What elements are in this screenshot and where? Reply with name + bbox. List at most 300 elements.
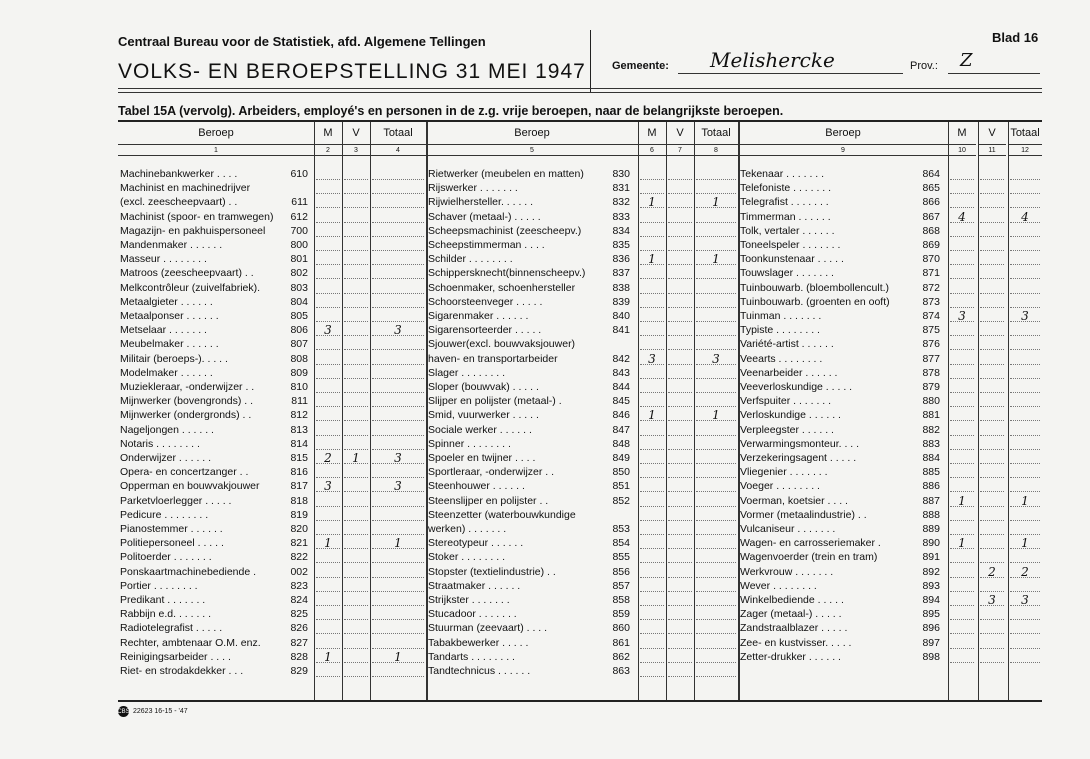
- female-count-cell[interactable]: [978, 310, 1006, 323]
- female-count-cell[interactable]: [342, 196, 370, 209]
- male-count-cell[interactable]: [314, 267, 342, 280]
- male-count-cell[interactable]: [638, 168, 666, 181]
- male-count-cell[interactable]: [314, 580, 342, 593]
- female-count-cell[interactable]: [666, 267, 694, 280]
- total-count-cell[interactable]: [1008, 182, 1042, 195]
- female-count-cell[interactable]: [666, 367, 694, 380]
- total-count-cell[interactable]: [694, 622, 738, 635]
- male-count-cell[interactable]: [948, 267, 976, 280]
- female-count-cell[interactable]: [666, 381, 694, 394]
- female-count-cell[interactable]: [342, 282, 370, 295]
- total-count-cell[interactable]: [1008, 651, 1042, 664]
- female-count-cell[interactable]: [978, 438, 1006, 451]
- male-count-cell[interactable]: [314, 438, 342, 451]
- total-count-cell[interactable]: [1008, 622, 1042, 635]
- male-count-cell[interactable]: [948, 580, 976, 593]
- total-count-cell[interactable]: [694, 182, 738, 195]
- male-count-cell[interactable]: 1: [638, 253, 666, 266]
- female-count-cell[interactable]: [978, 381, 1006, 394]
- male-count-cell[interactable]: 1: [638, 409, 666, 422]
- female-count-cell[interactable]: [978, 480, 1006, 493]
- male-count-cell[interactable]: [638, 551, 666, 564]
- male-count-cell[interactable]: 3: [638, 353, 666, 366]
- total-count-cell[interactable]: [370, 594, 426, 607]
- total-count-cell[interactable]: [1008, 608, 1042, 621]
- male-count-cell[interactable]: [638, 424, 666, 437]
- female-count-cell[interactable]: [342, 509, 370, 522]
- female-count-cell[interactable]: [342, 551, 370, 564]
- male-count-cell[interactable]: [638, 367, 666, 380]
- male-count-cell[interactable]: [948, 466, 976, 479]
- female-count-cell[interactable]: [978, 637, 1006, 650]
- female-count-cell[interactable]: [978, 182, 1006, 195]
- male-count-cell[interactable]: [314, 551, 342, 564]
- male-count-cell[interactable]: [314, 282, 342, 295]
- total-count-cell[interactable]: [1008, 551, 1042, 564]
- total-count-cell[interactable]: [370, 211, 426, 224]
- male-count-cell[interactable]: [948, 353, 976, 366]
- total-count-cell[interactable]: [694, 509, 738, 522]
- total-count-cell[interactable]: [1008, 168, 1042, 181]
- total-count-cell[interactable]: [370, 267, 426, 280]
- female-count-cell[interactable]: [342, 523, 370, 536]
- female-count-cell[interactable]: [666, 225, 694, 238]
- male-count-cell[interactable]: [314, 608, 342, 621]
- female-count-cell[interactable]: [666, 566, 694, 579]
- total-count-cell[interactable]: [370, 622, 426, 635]
- male-count-cell[interactable]: [948, 452, 976, 465]
- total-count-cell[interactable]: [370, 409, 426, 422]
- male-count-cell[interactable]: [948, 409, 976, 422]
- total-count-cell[interactable]: 3: [1008, 310, 1042, 323]
- total-count-cell[interactable]: [1008, 580, 1042, 593]
- male-count-cell[interactable]: [948, 296, 976, 309]
- male-count-cell[interactable]: [314, 409, 342, 422]
- male-count-cell[interactable]: [948, 381, 976, 394]
- male-count-cell[interactable]: [314, 665, 342, 678]
- total-count-cell[interactable]: [370, 495, 426, 508]
- female-count-cell[interactable]: [342, 608, 370, 621]
- total-count-cell[interactable]: [694, 551, 738, 564]
- female-count-cell[interactable]: [666, 211, 694, 224]
- total-count-cell[interactable]: [370, 637, 426, 650]
- female-count-cell[interactable]: [666, 424, 694, 437]
- male-count-cell[interactable]: [948, 594, 976, 607]
- total-count-cell[interactable]: [370, 367, 426, 380]
- female-count-cell[interactable]: [978, 466, 1006, 479]
- female-count-cell[interactable]: [666, 338, 694, 351]
- female-count-cell[interactable]: [342, 168, 370, 181]
- total-count-cell[interactable]: [1008, 438, 1042, 451]
- female-count-cell[interactable]: [666, 409, 694, 422]
- male-count-cell[interactable]: [314, 196, 342, 209]
- male-count-cell[interactable]: [638, 608, 666, 621]
- gemeente-field[interactable]: Melishercke: [710, 48, 835, 72]
- female-count-cell[interactable]: [978, 367, 1006, 380]
- male-count-cell[interactable]: [638, 395, 666, 408]
- female-count-cell[interactable]: [978, 424, 1006, 437]
- female-count-cell[interactable]: [666, 353, 694, 366]
- total-count-cell[interactable]: 2: [1008, 566, 1042, 579]
- female-count-cell[interactable]: [978, 409, 1006, 422]
- female-count-cell[interactable]: [666, 168, 694, 181]
- total-count-cell[interactable]: 3: [1008, 594, 1042, 607]
- male-count-cell[interactable]: [314, 310, 342, 323]
- male-count-cell[interactable]: [314, 637, 342, 650]
- total-count-cell[interactable]: [694, 395, 738, 408]
- female-count-cell[interactable]: [978, 353, 1006, 366]
- total-count-cell[interactable]: [694, 594, 738, 607]
- male-count-cell[interactable]: [314, 509, 342, 522]
- total-count-cell[interactable]: 1: [694, 253, 738, 266]
- total-count-cell[interactable]: 3: [370, 480, 426, 493]
- female-count-cell[interactable]: [666, 452, 694, 465]
- female-count-cell[interactable]: [666, 509, 694, 522]
- female-count-cell[interactable]: [978, 452, 1006, 465]
- female-count-cell[interactable]: [342, 637, 370, 650]
- male-count-cell[interactable]: [314, 211, 342, 224]
- male-count-cell[interactable]: 1: [948, 495, 976, 508]
- total-count-cell[interactable]: [1008, 367, 1042, 380]
- total-count-cell[interactable]: [370, 253, 426, 266]
- total-count-cell[interactable]: 1: [370, 537, 426, 550]
- male-count-cell[interactable]: [314, 239, 342, 252]
- male-count-cell[interactable]: [638, 267, 666, 280]
- total-count-cell[interactable]: [1008, 395, 1042, 408]
- total-count-cell[interactable]: 3: [370, 452, 426, 465]
- total-count-cell[interactable]: [694, 566, 738, 579]
- total-count-cell[interactable]: [370, 381, 426, 394]
- total-count-cell[interactable]: 1: [694, 196, 738, 209]
- total-count-cell[interactable]: [694, 367, 738, 380]
- female-count-cell[interactable]: 1: [342, 452, 370, 465]
- male-count-cell[interactable]: [638, 324, 666, 337]
- male-count-cell[interactable]: [314, 495, 342, 508]
- total-count-cell[interactable]: [370, 566, 426, 579]
- total-count-cell[interactable]: [370, 580, 426, 593]
- male-count-cell[interactable]: [314, 253, 342, 266]
- female-count-cell[interactable]: [342, 480, 370, 493]
- total-count-cell[interactable]: [694, 282, 738, 295]
- total-count-cell[interactable]: [370, 282, 426, 295]
- female-count-cell[interactable]: [666, 580, 694, 593]
- male-count-cell[interactable]: [314, 296, 342, 309]
- male-count-cell[interactable]: [948, 551, 976, 564]
- total-count-cell[interactable]: 1: [694, 409, 738, 422]
- total-count-cell[interactable]: [370, 395, 426, 408]
- male-count-cell[interactable]: [638, 637, 666, 650]
- female-count-cell[interactable]: [666, 537, 694, 550]
- male-count-cell[interactable]: [314, 594, 342, 607]
- female-count-cell[interactable]: 2: [978, 566, 1006, 579]
- total-count-cell[interactable]: [1008, 637, 1042, 650]
- female-count-cell[interactable]: [666, 637, 694, 650]
- female-count-cell[interactable]: [666, 182, 694, 195]
- male-count-cell[interactable]: [638, 622, 666, 635]
- total-count-cell[interactable]: [370, 182, 426, 195]
- male-count-cell[interactable]: [314, 381, 342, 394]
- total-count-cell[interactable]: [370, 509, 426, 522]
- total-count-cell[interactable]: [1008, 296, 1042, 309]
- female-count-cell[interactable]: [342, 253, 370, 266]
- male-count-cell[interactable]: [314, 622, 342, 635]
- male-count-cell[interactable]: [638, 509, 666, 522]
- female-count-cell[interactable]: [342, 239, 370, 252]
- male-count-cell[interactable]: [948, 523, 976, 536]
- male-count-cell[interactable]: [314, 225, 342, 238]
- male-count-cell[interactable]: [638, 594, 666, 607]
- male-count-cell[interactable]: [638, 523, 666, 536]
- total-count-cell[interactable]: [1008, 480, 1042, 493]
- female-count-cell[interactable]: [342, 182, 370, 195]
- male-count-cell[interactable]: [638, 495, 666, 508]
- female-count-cell[interactable]: [666, 395, 694, 408]
- male-count-cell[interactable]: 2: [314, 452, 342, 465]
- male-count-cell[interactable]: [314, 566, 342, 579]
- male-count-cell[interactable]: [948, 367, 976, 380]
- total-count-cell[interactable]: [694, 495, 738, 508]
- total-count-cell[interactable]: [694, 637, 738, 650]
- male-count-cell[interactable]: [948, 608, 976, 621]
- female-count-cell[interactable]: [342, 211, 370, 224]
- total-count-cell[interactable]: [1008, 452, 1042, 465]
- male-count-cell[interactable]: [948, 282, 976, 295]
- total-count-cell[interactable]: [694, 438, 738, 451]
- total-count-cell[interactable]: [1008, 253, 1042, 266]
- total-count-cell[interactable]: [1008, 282, 1042, 295]
- female-count-cell[interactable]: [666, 253, 694, 266]
- total-count-cell[interactable]: [1008, 338, 1042, 351]
- female-count-cell[interactable]: [978, 338, 1006, 351]
- total-count-cell[interactable]: [694, 296, 738, 309]
- female-count-cell[interactable]: [342, 367, 370, 380]
- total-count-cell[interactable]: [694, 608, 738, 621]
- female-count-cell[interactable]: [978, 267, 1006, 280]
- female-count-cell[interactable]: [342, 353, 370, 366]
- male-count-cell[interactable]: 3: [314, 324, 342, 337]
- female-count-cell[interactable]: [342, 438, 370, 451]
- male-count-cell[interactable]: [948, 239, 976, 252]
- female-count-cell[interactable]: [342, 594, 370, 607]
- total-count-cell[interactable]: [1008, 381, 1042, 394]
- male-count-cell[interactable]: [948, 566, 976, 579]
- female-count-cell[interactable]: [978, 509, 1006, 522]
- male-count-cell[interactable]: [638, 651, 666, 664]
- male-count-cell[interactable]: [638, 338, 666, 351]
- total-count-cell[interactable]: [370, 424, 426, 437]
- total-count-cell[interactable]: [694, 580, 738, 593]
- male-count-cell[interactable]: 1: [638, 196, 666, 209]
- male-count-cell[interactable]: [314, 395, 342, 408]
- female-count-cell[interactable]: [978, 608, 1006, 621]
- total-count-cell[interactable]: 1: [370, 651, 426, 664]
- total-count-cell[interactable]: [1008, 267, 1042, 280]
- total-count-cell[interactable]: [694, 324, 738, 337]
- male-count-cell[interactable]: [948, 338, 976, 351]
- total-count-cell[interactable]: 1: [1008, 537, 1042, 550]
- female-count-cell[interactable]: [342, 267, 370, 280]
- prov-field[interactable]: Z: [960, 50, 973, 71]
- male-count-cell[interactable]: [638, 466, 666, 479]
- female-count-cell[interactable]: [342, 665, 370, 678]
- male-count-cell[interactable]: [638, 537, 666, 550]
- female-count-cell[interactable]: [666, 651, 694, 664]
- male-count-cell[interactable]: [638, 438, 666, 451]
- female-count-cell[interactable]: [978, 537, 1006, 550]
- total-count-cell[interactable]: [370, 239, 426, 252]
- total-count-cell[interactable]: [1008, 353, 1042, 366]
- total-count-cell[interactable]: [694, 338, 738, 351]
- male-count-cell[interactable]: [638, 182, 666, 195]
- male-count-cell[interactable]: [314, 367, 342, 380]
- total-count-cell[interactable]: [370, 551, 426, 564]
- female-count-cell[interactable]: [666, 523, 694, 536]
- male-count-cell[interactable]: [948, 651, 976, 664]
- female-count-cell[interactable]: [342, 296, 370, 309]
- male-count-cell[interactable]: [948, 509, 976, 522]
- male-count-cell[interactable]: [638, 452, 666, 465]
- total-count-cell[interactable]: [370, 466, 426, 479]
- male-count-cell[interactable]: 3: [948, 310, 976, 323]
- female-count-cell[interactable]: [978, 211, 1006, 224]
- female-count-cell[interactable]: [342, 409, 370, 422]
- female-count-cell[interactable]: [666, 310, 694, 323]
- total-count-cell[interactable]: [370, 225, 426, 238]
- female-count-cell[interactable]: [666, 282, 694, 295]
- female-count-cell[interactable]: [666, 480, 694, 493]
- total-count-cell[interactable]: [694, 466, 738, 479]
- total-count-cell[interactable]: [1008, 509, 1042, 522]
- female-count-cell[interactable]: [666, 466, 694, 479]
- male-count-cell[interactable]: [948, 424, 976, 437]
- female-count-cell[interactable]: [342, 566, 370, 579]
- female-count-cell[interactable]: [342, 580, 370, 593]
- total-count-cell[interactable]: [370, 168, 426, 181]
- male-count-cell[interactable]: [638, 225, 666, 238]
- total-count-cell[interactable]: 3: [694, 353, 738, 366]
- total-count-cell[interactable]: [1008, 523, 1042, 536]
- total-count-cell[interactable]: [1008, 239, 1042, 252]
- female-count-cell[interactable]: [978, 168, 1006, 181]
- total-count-cell[interactable]: [370, 310, 426, 323]
- total-count-cell[interactable]: 4: [1008, 211, 1042, 224]
- total-count-cell[interactable]: [694, 651, 738, 664]
- female-count-cell[interactable]: [978, 253, 1006, 266]
- total-count-cell[interactable]: [694, 480, 738, 493]
- female-count-cell[interactable]: [342, 310, 370, 323]
- female-count-cell[interactable]: [978, 196, 1006, 209]
- female-count-cell[interactable]: [342, 651, 370, 664]
- total-count-cell[interactable]: [370, 523, 426, 536]
- total-count-cell[interactable]: [370, 338, 426, 351]
- total-count-cell[interactable]: [1008, 466, 1042, 479]
- female-count-cell[interactable]: [342, 324, 370, 337]
- total-count-cell[interactable]: [694, 424, 738, 437]
- female-count-cell[interactable]: [342, 495, 370, 508]
- female-count-cell[interactable]: [978, 651, 1006, 664]
- total-count-cell[interactable]: [694, 239, 738, 252]
- total-count-cell[interactable]: [370, 296, 426, 309]
- female-count-cell[interactable]: [342, 338, 370, 351]
- female-count-cell[interactable]: [666, 622, 694, 635]
- total-count-cell[interactable]: [1008, 409, 1042, 422]
- total-count-cell[interactable]: [694, 537, 738, 550]
- male-count-cell[interactable]: [638, 580, 666, 593]
- male-count-cell[interactable]: [638, 566, 666, 579]
- female-count-cell[interactable]: [978, 225, 1006, 238]
- total-count-cell[interactable]: [694, 523, 738, 536]
- female-count-cell[interactable]: [666, 551, 694, 564]
- male-count-cell[interactable]: [314, 182, 342, 195]
- male-count-cell[interactable]: [314, 466, 342, 479]
- total-count-cell[interactable]: [694, 452, 738, 465]
- female-count-cell[interactable]: [666, 239, 694, 252]
- male-count-cell[interactable]: [948, 395, 976, 408]
- female-count-cell[interactable]: [666, 495, 694, 508]
- total-count-cell[interactable]: [1008, 225, 1042, 238]
- male-count-cell[interactable]: [948, 637, 976, 650]
- male-count-cell[interactable]: 3: [314, 480, 342, 493]
- female-count-cell[interactable]: [342, 622, 370, 635]
- male-count-cell[interactable]: [948, 182, 976, 195]
- male-count-cell[interactable]: [638, 282, 666, 295]
- total-count-cell[interactable]: [694, 310, 738, 323]
- female-count-cell[interactable]: 3: [978, 594, 1006, 607]
- female-count-cell[interactable]: [978, 495, 1006, 508]
- total-count-cell[interactable]: [694, 225, 738, 238]
- total-count-cell[interactable]: [694, 381, 738, 394]
- total-count-cell[interactable]: [370, 353, 426, 366]
- female-count-cell[interactable]: [666, 665, 694, 678]
- female-count-cell[interactable]: [342, 424, 370, 437]
- female-count-cell[interactable]: [978, 239, 1006, 252]
- female-count-cell[interactable]: [342, 381, 370, 394]
- male-count-cell[interactable]: [948, 480, 976, 493]
- male-count-cell[interactable]: [314, 168, 342, 181]
- male-count-cell[interactable]: [948, 225, 976, 238]
- female-count-cell[interactable]: [342, 225, 370, 238]
- total-count-cell[interactable]: [694, 665, 738, 678]
- male-count-cell[interactable]: [638, 239, 666, 252]
- female-count-cell[interactable]: [342, 395, 370, 408]
- female-count-cell[interactable]: [978, 622, 1006, 635]
- female-count-cell[interactable]: [978, 296, 1006, 309]
- male-count-cell[interactable]: [638, 211, 666, 224]
- male-count-cell[interactable]: [314, 338, 342, 351]
- male-count-cell[interactable]: [314, 523, 342, 536]
- male-count-cell[interactable]: 1: [314, 537, 342, 550]
- male-count-cell[interactable]: [948, 438, 976, 451]
- female-count-cell[interactable]: [666, 608, 694, 621]
- female-count-cell[interactable]: [978, 580, 1006, 593]
- female-count-cell[interactable]: [978, 282, 1006, 295]
- female-count-cell[interactable]: [666, 324, 694, 337]
- male-count-cell[interactable]: [948, 196, 976, 209]
- male-count-cell[interactable]: 1: [948, 537, 976, 550]
- male-count-cell[interactable]: [638, 296, 666, 309]
- female-count-cell[interactable]: [666, 196, 694, 209]
- total-count-cell[interactable]: [1008, 196, 1042, 209]
- male-count-cell[interactable]: 4: [948, 211, 976, 224]
- male-count-cell[interactable]: [948, 253, 976, 266]
- total-count-cell[interactable]: [370, 438, 426, 451]
- total-count-cell[interactable]: [1008, 424, 1042, 437]
- total-count-cell[interactable]: [694, 211, 738, 224]
- male-count-cell[interactable]: [638, 381, 666, 394]
- total-count-cell[interactable]: [1008, 324, 1042, 337]
- total-count-cell[interactable]: [694, 267, 738, 280]
- female-count-cell[interactable]: [666, 594, 694, 607]
